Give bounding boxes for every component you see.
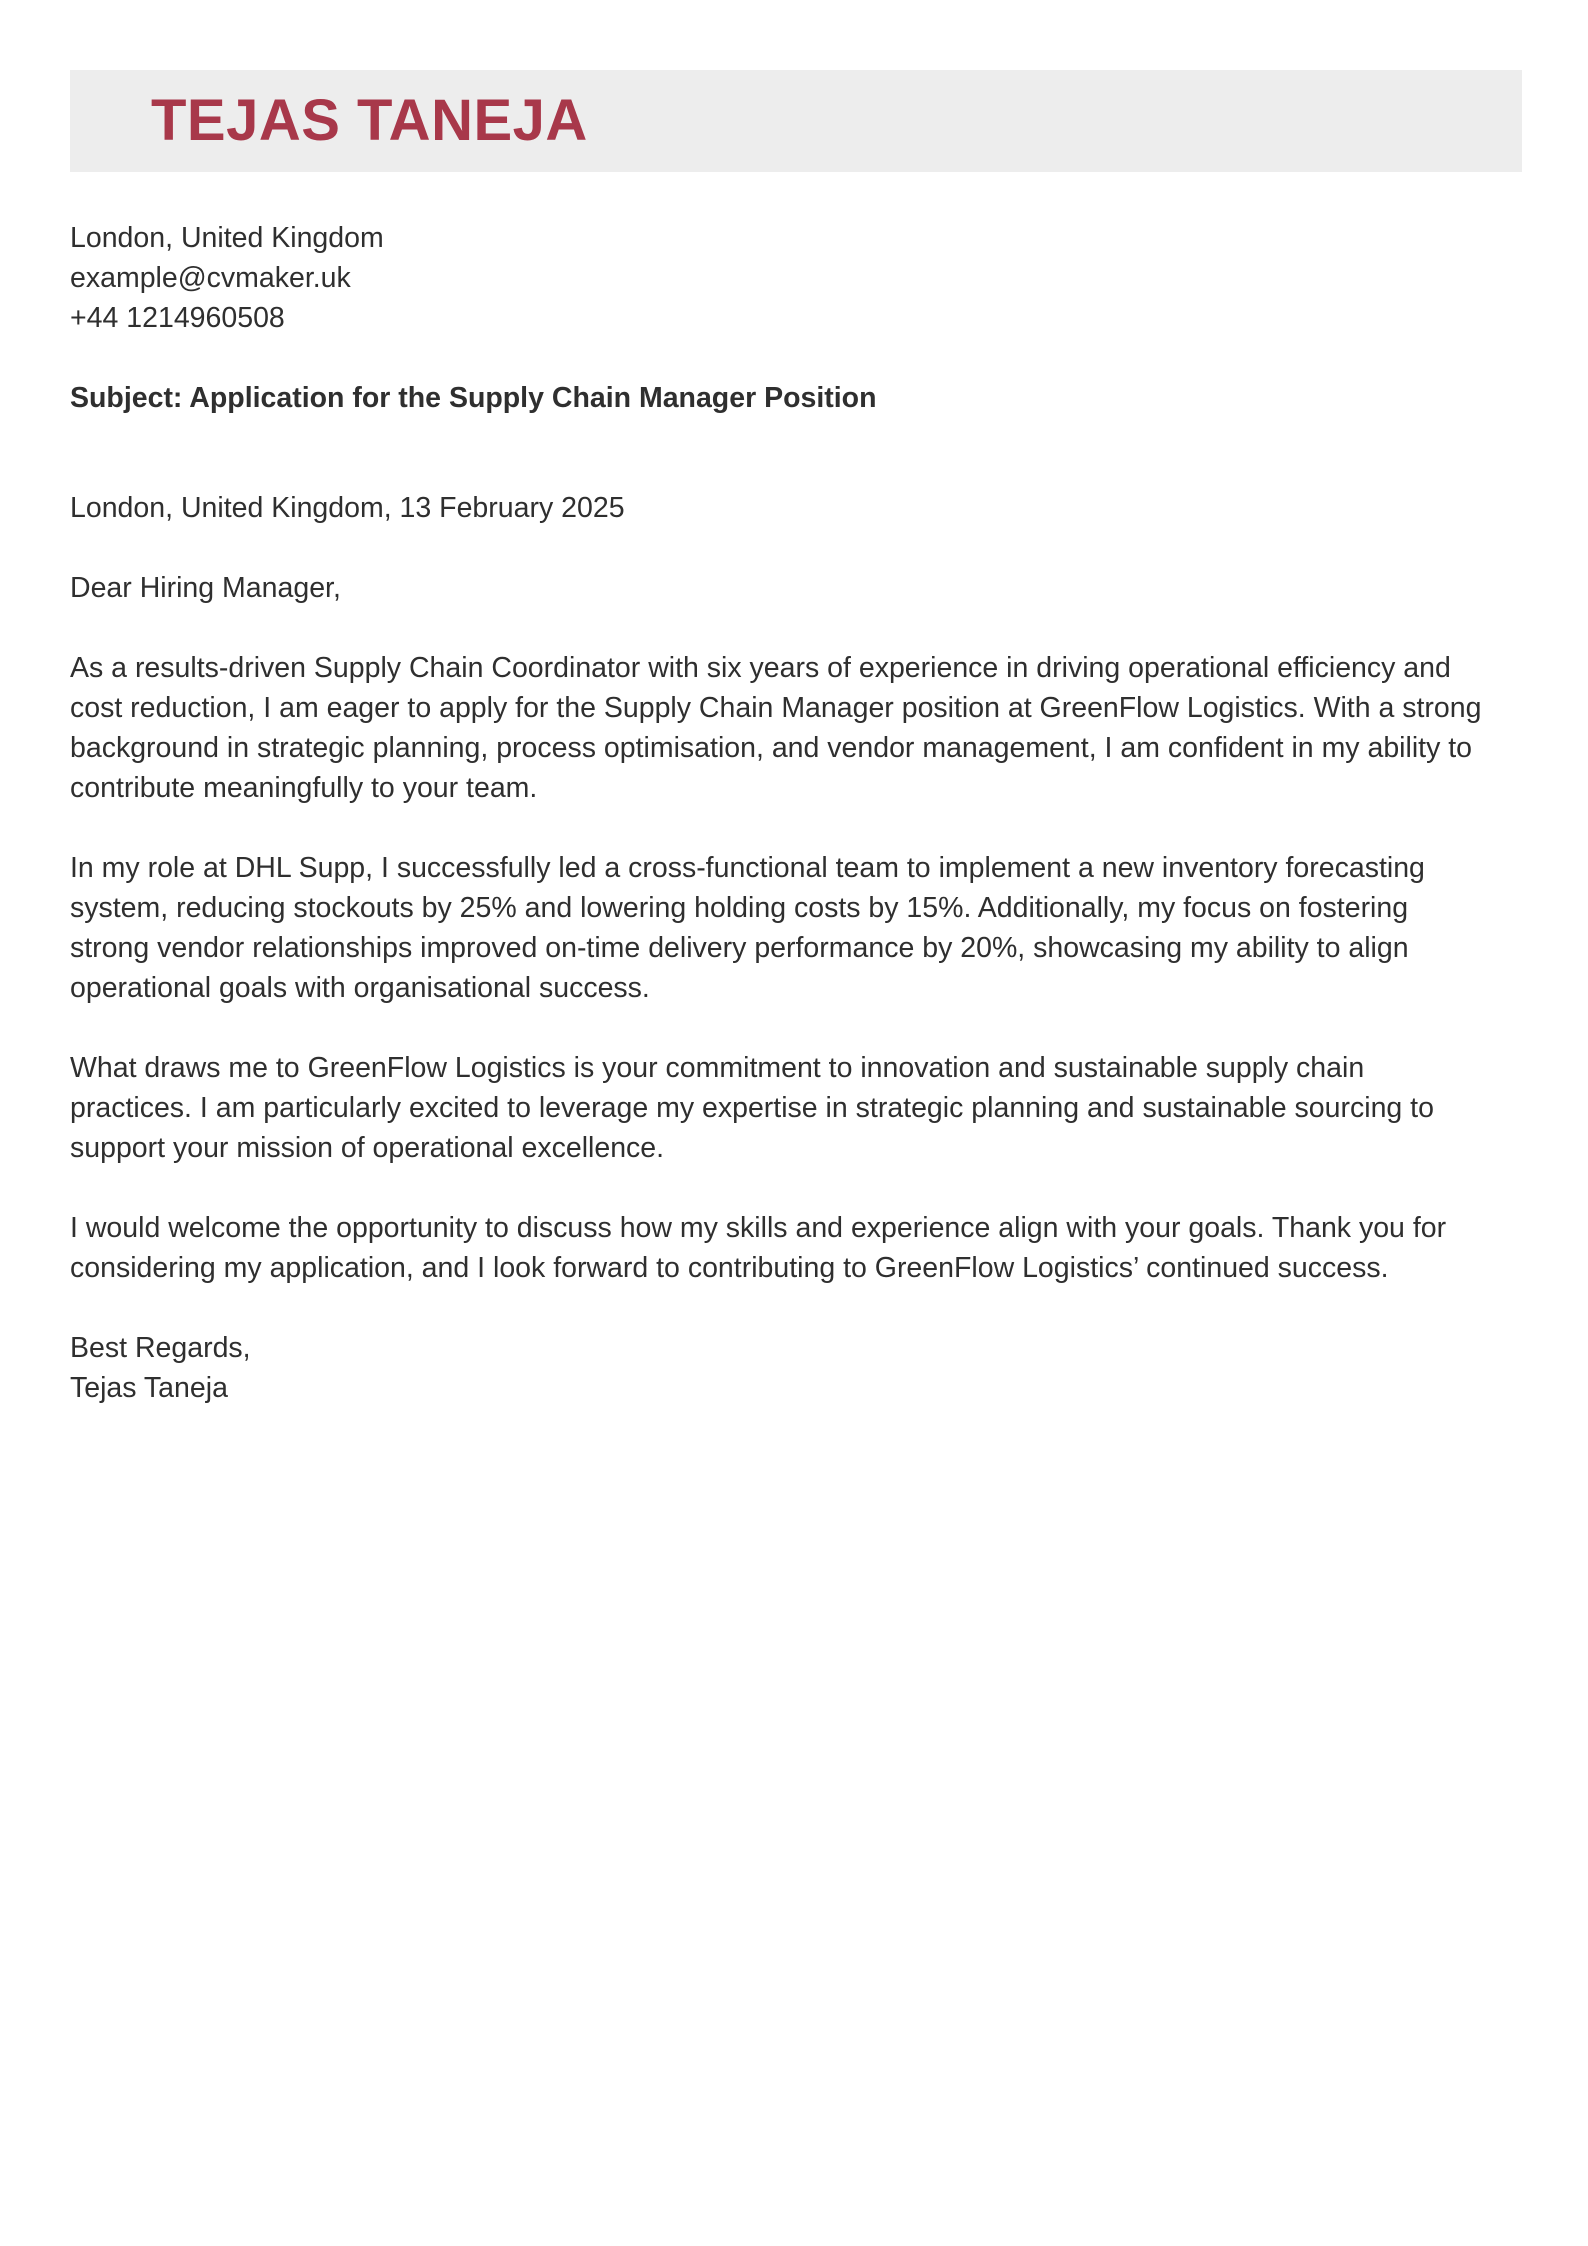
signature-name: Tejas Taneja (70, 1372, 228, 1404)
body-paragraph-4: I would welcome the opportunity to discuss how my skills and experience align with your goals. Thank you for considering my application, and I look forward to contributing to GreenFlow Logistics’ continued success. (70, 1212, 1447, 1284)
sign-off: Best Regards, (70, 1332, 251, 1364)
greeting: Dear Hiring Manager, (70, 572, 341, 604)
body-paragraph-2: In my role at DHL Supp, I successfully led a cross-functional team to implement a new inventory forecasting system, reducing stockouts by 25% and lowering holding costs by 15%. Additionally, my focus on fostering strong vendor relationships improved on-time delivery performance by 20%, showcasing my ability to align operational goals with organisational success. (70, 852, 1425, 1004)
contact-block (70, 218, 1490, 338)
letter-content (70, 218, 1490, 1408)
body-paragraph-3: What draws me to GreenFlow Logistics is your commitment to innovation and sustainable supply chain practices. I am particularly excited to leverage my expertise in strategic planning and sustainable sourcing to support your mission of operational excellence. (70, 1052, 1434, 1164)
contact-email: example@cvmaker.uk (70, 262, 351, 294)
contact-location: London, United Kingdom (70, 222, 384, 254)
contact-phone: +44 1214960508 (70, 302, 285, 334)
body-paragraph-1: As a results-driven Supply Chain Coordinator with six years of experience in driving operational efficiency and cost reduction, I am eager to apply for the Supply Chain Manager position at GreenFlow Logistics. With a strong background in strategic planning, process optimisation, and vendor management, I am confident in my ability to contribute meaningfully to your team. (70, 652, 1482, 804)
subject-line: Subject: Application for the Supply Chain Manager Position (70, 382, 877, 414)
closing-block (70, 1328, 1490, 1408)
date-line: London, United Kingdom, 13 February 2025 (70, 492, 625, 524)
applicant-name-heading: TEJAS TANEJA (151, 88, 588, 153)
name-header-band (70, 70, 1522, 172)
